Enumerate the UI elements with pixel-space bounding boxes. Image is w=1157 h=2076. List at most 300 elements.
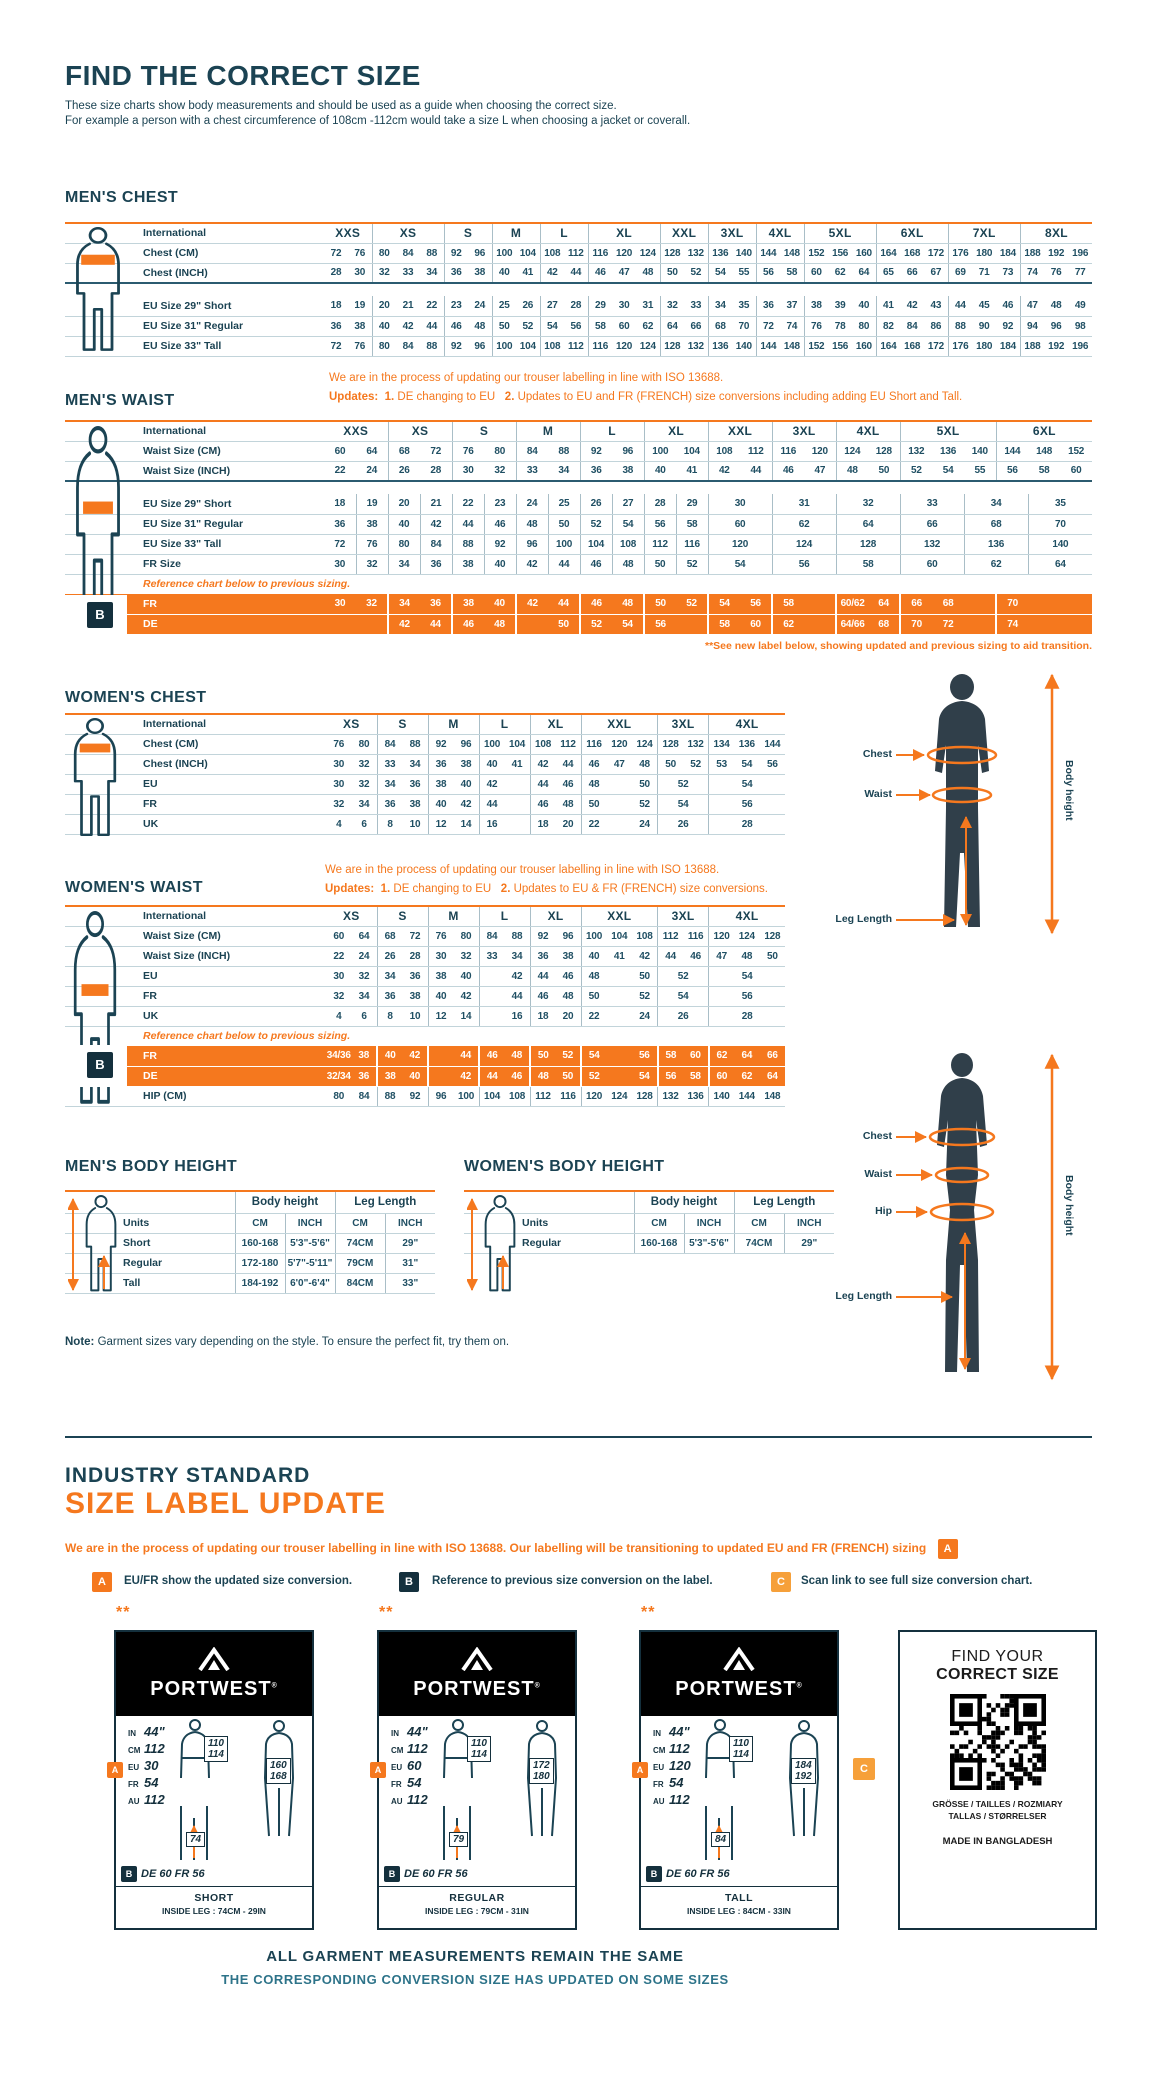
size-cell: 92 (530, 926, 556, 946)
size-cell: 64 (760, 1066, 786, 1086)
size-cell: 36 (377, 794, 403, 814)
size-cell: 34/36 (326, 1046, 352, 1066)
size-cell: 28 (709, 814, 786, 834)
size-cell: 53 (709, 754, 735, 774)
size-cell: 34 (388, 554, 420, 574)
size-cell: 24 (632, 1006, 658, 1026)
size-column-header: M (516, 421, 580, 441)
legend-text-b: Reference to previous size conversion on the label. (432, 1575, 713, 1587)
size-cell: 42 (403, 1046, 429, 1066)
size-column-header: S (377, 714, 428, 734)
size-cell: 35 (1028, 494, 1092, 514)
size-cell: 50 (660, 263, 684, 283)
size-cell: 52 (580, 614, 612, 634)
size-cell: 32 (356, 594, 388, 614)
size-cell: 28 (403, 946, 429, 966)
card-brand-header (379, 1632, 575, 1716)
size-cell: 68 (377, 926, 403, 946)
size-cell: 148 (780, 243, 804, 263)
womens-chest-figure-icon (68, 718, 122, 838)
man-leg-length-label: Leg Length (835, 913, 892, 925)
size-cell: 112 (564, 243, 588, 263)
size-cell: 36 (444, 263, 468, 283)
size-cell: 72 (324, 243, 348, 263)
size-column-header: XS (326, 714, 377, 734)
size-cell: 50 (581, 986, 607, 1006)
size-column-header: M (428, 714, 479, 734)
size-cell: 43 (924, 296, 948, 316)
size-cell: 36 (324, 514, 356, 534)
size-cell: 72 (324, 336, 348, 356)
size-cell (428, 1066, 454, 1086)
reference-note: Reference chart below to previous sizing. (143, 1030, 351, 1043)
size-cell: 18 (324, 296, 348, 316)
size-column-header: S (377, 906, 428, 926)
size-column-header: XS (388, 421, 452, 441)
size-cell: 36 (377, 986, 403, 1006)
height-cell: CM (235, 1213, 285, 1233)
size-cell: 26 (658, 1006, 709, 1026)
height-cell: 172-180 (235, 1253, 285, 1273)
size-cell: 52 (658, 966, 709, 986)
row-label: UK (65, 1006, 326, 1026)
size-cell: 44 (479, 794, 505, 814)
size-cell: 62 (772, 614, 804, 634)
size-cell: 54 (708, 263, 732, 283)
size-cell: 92 (996, 316, 1020, 336)
size-cell: 38 (403, 794, 429, 814)
size-cell: 108 (708, 441, 740, 461)
size-cell: 120 (709, 926, 735, 946)
size-cell: 38 (348, 316, 372, 336)
size-cell: 28 (564, 296, 588, 316)
height-measure-box: 172 180 (529, 1758, 554, 1784)
size-cell: 54 (632, 1066, 658, 1086)
size-cell: 36 (420, 554, 452, 574)
section-divider (65, 1436, 1092, 1438)
size-cell: 40 (388, 514, 420, 534)
size-cell: 20 (556, 1006, 582, 1026)
size-cell: 58 (780, 263, 804, 283)
size-cell: 32 (836, 494, 900, 514)
size-cell: 46 (530, 986, 556, 1006)
size-cell: 144 (760, 734, 786, 754)
qr-languages: GRÖSSE / TAILLES / ROZMIARY TALLAS / STØRRELSER (932, 1799, 1063, 1821)
size-cell: 60 (740, 614, 772, 634)
size-cell: 46 (452, 614, 484, 634)
size-column-header: XL (644, 421, 708, 441)
size-cell: 26 (658, 814, 709, 834)
size-cell: 44 (479, 1066, 505, 1086)
card-measurements (636, 1716, 837, 1886)
size-cell: 100 (548, 534, 580, 554)
size-cell: 40 (484, 554, 516, 574)
size-cell: 128 (836, 534, 900, 554)
size-cell: 80 (326, 1086, 352, 1106)
size-cell: 52 (683, 754, 709, 774)
man-measurement-figure (820, 665, 1105, 955)
size-cell: 38 (403, 986, 429, 1006)
size-cell: 136 (932, 441, 964, 461)
size-column-header: 6XL (876, 223, 948, 243)
size-cell: 36 (324, 316, 348, 336)
size-cell: 60 (708, 514, 772, 534)
size-cell: 52 (632, 794, 658, 814)
unit-row-eu: EU 60 (391, 1758, 422, 1773)
size-cell: 50 (760, 946, 786, 966)
page-title: FIND THE CORRECT SIZE (65, 60, 421, 91)
size-cell: 80 (852, 316, 876, 336)
size-cell: 64 (734, 1046, 760, 1066)
size-cell: 58 (676, 514, 708, 534)
size-cell: 132 (900, 441, 932, 461)
size-cell: 128 (660, 336, 684, 356)
size-cell: 38 (468, 263, 492, 283)
size-cell: 88 (948, 316, 972, 336)
size-cell (479, 966, 505, 986)
size-cell: 24 (356, 461, 388, 481)
woman-body-height-label: Body height (1063, 1175, 1075, 1236)
size-cell: 32 (356, 554, 388, 574)
previous-sizing-row: B DE 60 FR 56 (384, 1866, 468, 1882)
size-cell: 100 (492, 336, 516, 356)
size-cell: 46 (580, 594, 612, 614)
badge-a-inline: A (938, 1539, 958, 1559)
size-cell: 36 (580, 461, 612, 481)
size-cell: 47 (709, 946, 735, 966)
row-label: FR (65, 1046, 326, 1066)
size-column-header: XL (530, 714, 581, 734)
womens-chest-title: WOMEN'S CHEST (65, 689, 207, 706)
size-column-header: S (452, 421, 516, 441)
size-cell: 54 (708, 594, 740, 614)
height-cell: 84CM (335, 1273, 385, 1293)
height-cell: CM (335, 1213, 385, 1233)
size-cell: 82 (876, 316, 900, 336)
size-cell: 92 (444, 243, 468, 263)
size-cell: 34 (377, 966, 403, 986)
size-cell: 80 (352, 734, 378, 754)
size-cell: 44 (548, 554, 580, 574)
qr-made-in: MADE IN BANGLADESH (942, 1836, 1053, 1847)
size-cell: 45 (972, 296, 996, 316)
size-cell: 72 (756, 316, 780, 336)
size-cell: 152 (1060, 441, 1092, 461)
size-cell: 92 (428, 734, 454, 754)
size-cell: 40 (644, 461, 676, 481)
size-cell: 67 (924, 263, 948, 283)
size-cell (607, 1066, 633, 1086)
size-cell: 60 (326, 926, 352, 946)
row-label: EU Size 29" Short (65, 494, 324, 514)
size-cell: 56 (740, 594, 772, 614)
size-cell: 29 (676, 494, 708, 514)
size-cell: 112 (530, 1086, 556, 1106)
size-cell: 140 (964, 441, 996, 461)
size-cell: 74 (780, 316, 804, 336)
badge-b-womens-waist: B (87, 1052, 113, 1078)
size-cell: 22 (581, 1006, 607, 1026)
size-cell: 96 (1044, 316, 1068, 336)
qr-code[interactable] (950, 1694, 1046, 1790)
size-cell: 176 (948, 243, 972, 263)
size-cell (505, 794, 531, 814)
size-cell: 56 (756, 263, 780, 283)
size-cell: 52 (556, 1046, 582, 1066)
size-cell: 128 (760, 926, 786, 946)
womens-body-height-icon (467, 1194, 523, 1294)
size-cell: 56 (632, 1046, 658, 1066)
height-cell: 79CM (335, 1253, 385, 1273)
size-cell: 44 (505, 986, 531, 1006)
man-chest-label: Chest (862, 748, 892, 760)
size-cell: 42 (540, 263, 564, 283)
size-cell: 144 (996, 441, 1028, 461)
size-cell: 64 (836, 514, 900, 534)
size-cell (356, 614, 388, 634)
size-cell: 30 (612, 296, 636, 316)
size-cell: 25 (548, 494, 580, 514)
size-cell: 48 (505, 1046, 531, 1066)
size-cell: 42 (420, 514, 452, 534)
row-label: Waist Size (INCH) (65, 946, 326, 966)
size-cell: 48 (530, 1066, 556, 1086)
size-cell: 18 (530, 814, 556, 834)
size-cell: 156 (828, 243, 852, 263)
size-label-card (374, 1630, 577, 1930)
size-cell: 38 (452, 594, 484, 614)
size-cell: 58 (1028, 461, 1060, 481)
size-cell: 56 (709, 986, 786, 1006)
size-cell: 188 (1020, 243, 1044, 263)
unit-row-fr: FR 54 (391, 1775, 422, 1790)
portwest-logo-icon (194, 1647, 234, 1676)
size-cell: 31 (636, 296, 660, 316)
womens-chest-table (65, 713, 785, 835)
size-cell: 66 (900, 594, 932, 614)
size-cell: 50 (530, 1046, 556, 1066)
size-cell: 148 (1028, 441, 1060, 461)
size-cell: 24 (468, 296, 492, 316)
row-label: EU (65, 966, 326, 986)
size-cell: 80 (454, 926, 480, 946)
size-cell: 21 (396, 296, 420, 316)
size-cell: 132 (658, 1086, 684, 1106)
size-cell: 34 (505, 946, 531, 966)
size-cell: 34 (548, 461, 580, 481)
card-badge-b: B (384, 1866, 400, 1882)
size-cell: 44 (948, 296, 972, 316)
size-cell: 54 (612, 514, 644, 534)
size-cell: 76 (804, 316, 828, 336)
height-cell: 5'3"-5'6" (285, 1233, 335, 1253)
size-cell: 70 (732, 316, 756, 336)
size-cell: 62 (636, 316, 660, 336)
size-cell: 76 (428, 926, 454, 946)
size-column-header: 8XL (1020, 223, 1092, 243)
size-cell: 54 (658, 986, 709, 1006)
size-cell: 34 (708, 296, 732, 316)
size-cell: 22 (420, 296, 444, 316)
size-cell: 48 (1044, 296, 1068, 316)
size-cell: 12 (428, 814, 454, 834)
size-cell: 62 (772, 514, 836, 534)
size-cell: 96 (468, 336, 492, 356)
height-cell: 74CM (734, 1233, 784, 1253)
portwest-logo-icon (457, 1647, 497, 1676)
size-cell: 32 (352, 754, 378, 774)
size-cell: 46 (479, 1046, 505, 1066)
size-cell: 80 (388, 534, 420, 554)
size-cell: 48 (556, 986, 582, 1006)
size-cell: 148 (760, 1086, 786, 1106)
size-cell: 34 (964, 494, 1028, 514)
size-cell: 52 (658, 774, 709, 794)
size-cell: 44 (420, 316, 444, 336)
size-cell: 52 (516, 316, 540, 336)
size-cell: 40 (454, 966, 480, 986)
size-cell: 152 (804, 336, 828, 356)
size-cell: 124 (734, 926, 760, 946)
size-cell: 16 (505, 1006, 531, 1026)
intro-line-2: For example a person with a chest circumference of 108cm -112cm would take a size L when choosing a jacket or coverall. (65, 115, 691, 127)
row-label: EU Size 31" Regular (65, 316, 324, 336)
size-column-header: 3XL (658, 906, 709, 926)
size-cell: 44 (548, 594, 580, 614)
size-cell: 42 (396, 316, 420, 336)
size-cell: 28 (709, 1006, 786, 1026)
row-label: Regular (65, 1253, 235, 1273)
page-intro (65, 99, 925, 129)
size-cell: 58 (772, 594, 804, 614)
size-cell: 60 (612, 316, 636, 336)
size-cell: 47 (607, 754, 633, 774)
size-cell: 46 (484, 514, 516, 534)
leg-measure-box: 84 (711, 1832, 730, 1847)
size-cell: 94 (1020, 316, 1044, 336)
size-cell: 100 (492, 243, 516, 263)
leg-measure-box: 74 (186, 1832, 205, 1847)
size-cell: 30 (428, 946, 454, 966)
size-column-header: XXL (581, 906, 658, 926)
size-cell: 47 (804, 461, 836, 481)
size-cell: 32 (352, 966, 378, 986)
size-cell: 56 (564, 316, 588, 336)
size-cell: 64 (868, 594, 900, 614)
mens-waist-table (65, 420, 1092, 635)
size-cell: 50 (581, 794, 607, 814)
size-cell: 104 (516, 336, 540, 356)
waist-measure-box: 110 114 (467, 1736, 491, 1762)
size-cell: 112 (556, 734, 582, 754)
size-cell: 54 (932, 461, 964, 481)
womens_chest-grid (65, 713, 785, 835)
card-badge-a: A (632, 1762, 648, 1778)
size-cell: 30 (326, 754, 352, 774)
size-cell: 38 (556, 946, 582, 966)
size-cell: 27 (540, 296, 564, 316)
size-cell: 180 (972, 243, 996, 263)
size-cell: 54 (709, 774, 786, 794)
size-cell: 38 (452, 554, 484, 574)
qr-card (898, 1630, 1097, 1930)
size-cell: 8 (377, 1006, 403, 1026)
size-column-header: 3XL (708, 223, 756, 243)
unit-row-cm: CM 112 (128, 1741, 165, 1756)
size-cell: 20 (388, 494, 420, 514)
size-column-header: L (540, 223, 588, 243)
size-column-header: 6XL (996, 421, 1092, 441)
note-line: We are in the process of updating our trouser labelling in line with ISO 13688. (325, 864, 720, 876)
size-cell: 84 (420, 534, 452, 554)
size-cell: 44 (556, 754, 582, 774)
size-column-header: L (580, 421, 644, 441)
size-cell: 108 (530, 734, 556, 754)
size-cell: 41 (607, 946, 633, 966)
table-header-label: International (65, 714, 326, 734)
size-cell: 90 (972, 316, 996, 336)
brand-wordmark: PORTWEST® (413, 1678, 541, 1700)
card-brand-header (116, 1632, 312, 1716)
row-label: EU Size 33" Tall (65, 336, 324, 356)
size-cell: 50 (632, 966, 658, 986)
size-cell: 40 (479, 754, 505, 774)
size-cell: 48 (632, 754, 658, 774)
size-cell: 84 (479, 926, 505, 946)
row-label: FR Size (65, 554, 324, 574)
size-cell: 32 (484, 461, 516, 481)
row-label: Chest (INCH) (65, 263, 324, 283)
size-cell: 20 (556, 814, 582, 834)
size-cell: 42 (632, 946, 658, 966)
size-cell (607, 966, 633, 986)
size-cell: 136 (683, 1086, 709, 1106)
size-cell: 44 (564, 263, 588, 283)
size-cell: 18 (324, 494, 356, 514)
card-brand-header (641, 1632, 837, 1716)
size-cell: 42 (479, 774, 505, 794)
size-cell: 128 (632, 1086, 658, 1106)
size-cell: 116 (772, 441, 804, 461)
size-cell: 48 (734, 946, 760, 966)
row-label: Waist Size (CM) (65, 926, 326, 946)
size-column-header: 3XL (658, 714, 709, 734)
size-cell: 160 (852, 243, 876, 263)
badge-c-pointer: C (853, 1758, 875, 1780)
size-cell (607, 1046, 633, 1066)
size-cell (324, 614, 356, 634)
brand-wordmark: PORTWEST® (675, 1678, 803, 1700)
size-cell: 62 (709, 1046, 735, 1066)
size-column-header: 4XL (709, 714, 786, 734)
waist-measure-box: 110 114 (204, 1736, 228, 1762)
womens-body-height-title: WOMEN'S BODY HEIGHT (464, 1158, 665, 1175)
size-cell: 112 (740, 441, 772, 461)
size-cell: 92 (444, 336, 468, 356)
size-cell: 44 (740, 461, 772, 481)
size-cell: 32/34 (326, 1066, 352, 1086)
size-cell (607, 986, 633, 1006)
portwest-logo-icon (719, 1647, 759, 1676)
industry-heading-2: SIZE LABEL UPDATE (65, 1487, 386, 1520)
size-cell: 10 (403, 814, 429, 834)
size-column-header: XL (530, 906, 581, 926)
size-column-header: XXL (660, 223, 708, 243)
womens-waist-note (325, 861, 1095, 899)
size-cell: 160 (852, 336, 876, 356)
size-cell: 104 (676, 441, 708, 461)
size-cell (1060, 614, 1092, 634)
